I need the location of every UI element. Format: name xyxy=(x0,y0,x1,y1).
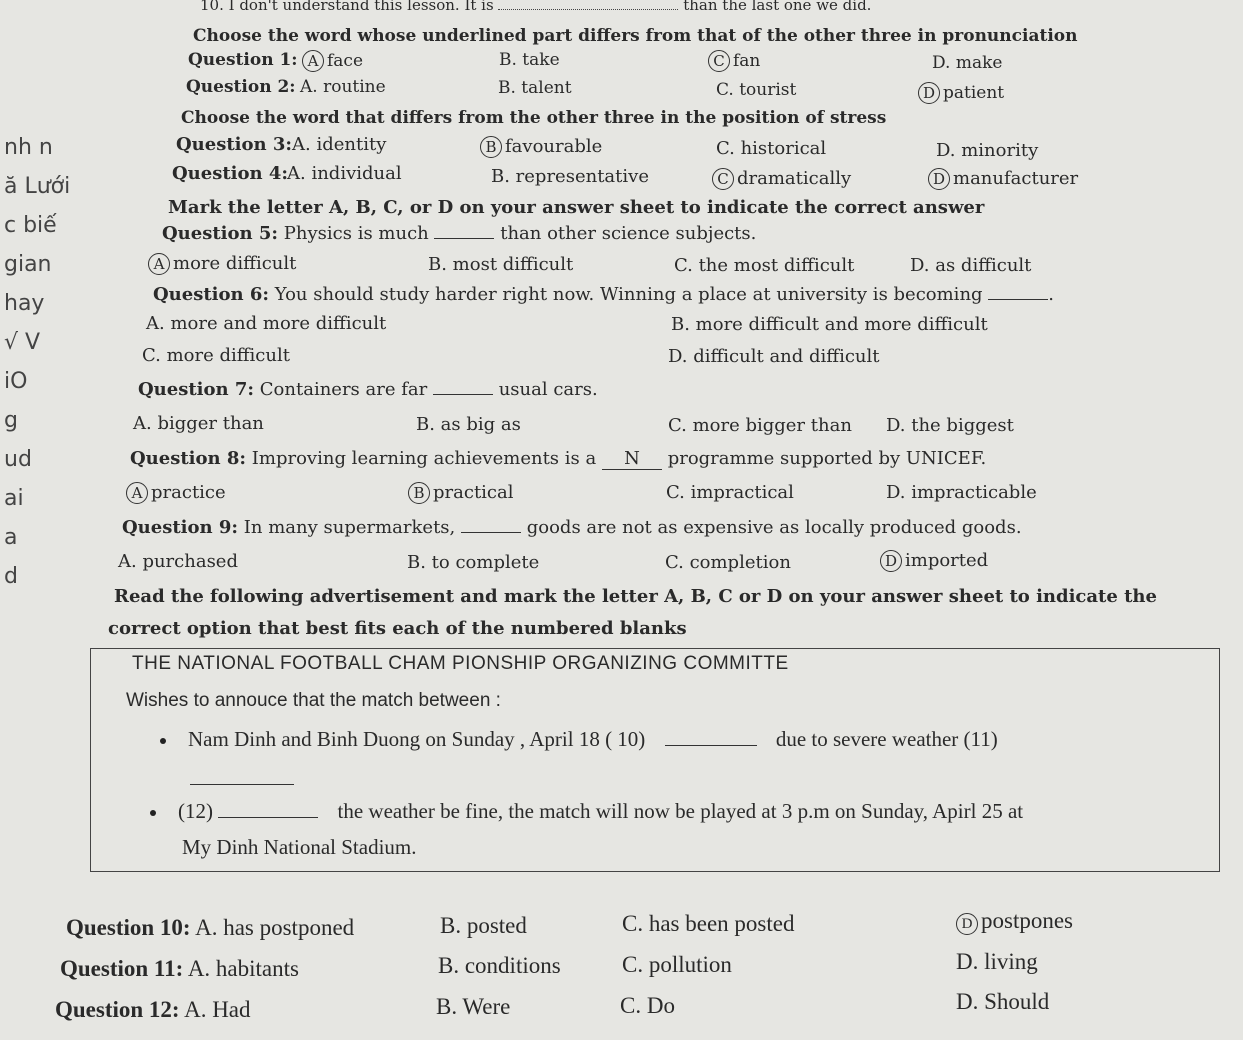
q7-stem-tail: usual cars. xyxy=(498,379,598,400)
q5-a-text: more difficult xyxy=(173,253,297,274)
q8-option-b[interactable] xyxy=(408,482,514,504)
q12-option-a[interactable]: A. Had xyxy=(184,997,251,1022)
answer-circle: D xyxy=(880,550,902,572)
q9-blank[interactable] xyxy=(461,532,521,533)
q5-option-a[interactable] xyxy=(148,253,296,275)
q7-option-b[interactable]: B. as big as xyxy=(416,414,521,435)
q6-stem: Question 6: You should study harder right now. Winning a place at university is becoming . xyxy=(153,284,1055,305)
section-pronunciation-heading: Choose the word whose underlined part differs from that of the other three in pronunciation xyxy=(193,26,1078,46)
q5-label: Question 5: xyxy=(162,223,279,244)
ad-bullet2 xyxy=(150,799,1023,824)
q2-d-text: patient xyxy=(943,83,1005,103)
q11-option-c[interactable]: C. pollution xyxy=(622,952,732,977)
q5-stem-text: Physics is much xyxy=(283,223,429,244)
q12-option-c[interactable]: C. Do xyxy=(620,993,675,1018)
q3-option-b[interactable] xyxy=(480,136,602,158)
q9-option-c[interactable]: C. completion xyxy=(665,552,791,573)
q7-stem xyxy=(138,379,598,400)
answer-circle: B xyxy=(480,136,502,158)
q1-a-text: face xyxy=(327,51,364,71)
answer-circle: A xyxy=(148,253,170,275)
ad-blank-11-line[interactable] xyxy=(190,766,294,785)
q1-option-d[interactable]: D. make xyxy=(932,53,1003,73)
q8-blank[interactable]: N xyxy=(602,448,662,470)
q8-stem xyxy=(130,448,986,470)
q1-option-a[interactable] xyxy=(302,50,363,72)
q6-option-b[interactable]: B. more difficult and more difficult xyxy=(671,314,988,335)
q9-stem-tail: goods are not as expensive as locally produced goods. xyxy=(526,517,1022,538)
q6-option-d[interactable]: D. difficult and difficult xyxy=(668,346,880,367)
q10-option-b[interactable]: B. posted xyxy=(440,913,527,938)
q2-option-c[interactable]: C. tourist xyxy=(716,80,797,100)
q9-d-text: imported xyxy=(905,550,989,571)
q4-d-text: manufacturer xyxy=(953,168,1079,189)
q3-option-d[interactable]: D. minority xyxy=(936,140,1039,161)
answer-circle: C xyxy=(712,168,734,190)
q1-c-text: fan xyxy=(733,51,761,71)
q8-option-d[interactable]: D. impracticable xyxy=(886,482,1037,503)
q5-stem-tail: than other science subjects. xyxy=(500,223,757,244)
q6-label: Question 6: xyxy=(153,284,270,305)
q8-label: Question 8: xyxy=(130,448,247,469)
q12-label: Question 12: xyxy=(55,997,180,1022)
q4-option-a[interactable]: A. individual xyxy=(287,163,402,184)
q9-label: Question 9: xyxy=(122,517,239,538)
q1-option-c[interactable] xyxy=(708,50,760,72)
q2-option-b[interactable]: B. talent xyxy=(498,78,572,98)
q9-stem-text: In many supermarkets, xyxy=(243,517,456,538)
q3-label: Question 3: xyxy=(176,134,293,155)
q5-stem xyxy=(162,223,756,244)
q12-option-b[interactable]: B. Were xyxy=(436,994,511,1019)
q8-a-text: practice xyxy=(151,482,226,503)
q7-stem-text: Containers are far xyxy=(259,379,428,400)
q4-option-c[interactable] xyxy=(712,168,851,190)
answer-circle: D xyxy=(918,82,940,104)
ad-b2-c: My Dinh National Stadium. xyxy=(182,835,417,859)
q7-blank[interactable] xyxy=(433,394,493,395)
q11-option-d[interactable]: D. living xyxy=(956,949,1038,974)
ad-b1-a: Nam Dinh and Binh Duong on Sunday , April 18 ( 10) xyxy=(188,727,646,751)
q8-option-c[interactable]: C. impractical xyxy=(666,482,794,503)
reading-heading-line2: correct option that best fits each of the numbered blanks xyxy=(108,618,687,639)
q10-row xyxy=(66,915,354,941)
q11-option-a[interactable]: A. habitants xyxy=(187,956,299,981)
q3-option-c[interactable]: C. historical xyxy=(716,138,827,159)
q4-c-text: dramatically xyxy=(737,168,852,189)
section-mark-heading: Mark the letter A, B, C, or D on your answer sheet to indicate the correct answer xyxy=(168,197,985,218)
top-line-tail: than the last one we did. xyxy=(683,0,872,14)
margin-handwriting: nh n ă Lưới c biế gian hay √ V iO g ud ai a d xyxy=(4,135,71,589)
ad-bullet1 xyxy=(160,727,998,752)
ad-b1-b: due to severe weather (11) xyxy=(775,727,998,751)
q5-option-d[interactable]: D. as difficult xyxy=(910,255,1032,276)
q11-option-b[interactable]: B. conditions xyxy=(438,953,561,978)
q10-option-d[interactable] xyxy=(956,908,1073,935)
ad-title: THE NATIONAL FOOTBALL CHAM PIONSHIP ORGANIZING COMMITTE xyxy=(132,653,789,674)
answer-circle: D xyxy=(928,168,950,190)
q9-option-d[interactable] xyxy=(880,550,988,572)
q8-b-text: practical xyxy=(433,482,514,503)
top-line xyxy=(200,0,871,14)
q10-label: Question 10: xyxy=(66,915,191,940)
q4-option-d[interactable] xyxy=(928,168,1078,190)
q10-option-a[interactable]: A. has postponed xyxy=(195,915,355,940)
answer-circle: D xyxy=(956,913,978,935)
q8-stem-tail: programme supported by UNICEF. xyxy=(667,448,987,469)
bullet-icon xyxy=(150,810,156,816)
answer-circle: A xyxy=(126,482,148,504)
q7-option-d[interactable]: D. the biggest xyxy=(886,415,1014,436)
q2-label: Question 2: xyxy=(186,77,296,97)
q3-option-a[interactable]: A. identity xyxy=(292,134,387,155)
q5-option-b[interactable]: B. most difficult xyxy=(428,254,574,275)
q6-stem-text: You should study harder right now. Winning a place at university is becoming xyxy=(274,284,983,305)
q9-option-b[interactable]: B. to complete xyxy=(407,552,540,573)
q9-option-a[interactable]: A. purchased xyxy=(118,551,238,572)
reading-heading-line1: Read the following advertisement and mark the letter A, B, C or D on your answer sheet to indicate the xyxy=(114,586,1157,607)
q6-option-a[interactable]: A. more and more difficult xyxy=(146,313,387,334)
q7-label: Question 7: xyxy=(138,379,255,400)
q11-label: Question 11: xyxy=(60,956,184,981)
q8-stem-text: Improving learning achievements is a xyxy=(251,448,597,469)
q12-option-d[interactable]: D. Should xyxy=(956,989,1050,1014)
answer-circle: C xyxy=(708,50,730,72)
q4-option-b[interactable]: B. representative xyxy=(491,166,649,187)
q1-option-b[interactable]: B. take xyxy=(499,50,560,70)
q9-stem xyxy=(122,517,1022,538)
ad-blank-12[interactable] xyxy=(218,817,318,818)
ad-line1: Wishes to annouce that the match between : xyxy=(126,690,501,711)
q7-option-c[interactable]: C. more bigger than xyxy=(668,415,852,436)
answer-circle: A xyxy=(302,50,324,72)
q10-option-c[interactable]: C. has been posted xyxy=(622,911,795,936)
ad-blank-10[interactable] xyxy=(665,745,757,746)
q4-label: Question 4: xyxy=(172,163,289,184)
q5-blank[interactable] xyxy=(434,238,494,239)
answer-circle: B xyxy=(408,482,430,504)
bullet-icon xyxy=(160,738,166,744)
top-line-text: 10. I don't understand this lesson. It is xyxy=(200,0,494,14)
q10-d-text: postpones xyxy=(981,908,1073,933)
section-stress-heading: Choose the word that differs from the other three in the position of stress xyxy=(181,108,887,128)
q7-option-a[interactable]: A. bigger than xyxy=(133,413,264,434)
q12-row xyxy=(55,997,251,1023)
q6-option-c[interactable]: C. more difficult xyxy=(142,345,290,366)
q6-blank[interactable] xyxy=(988,299,1048,300)
q5-option-c[interactable]: C. the most difficult xyxy=(674,255,855,276)
q11-row xyxy=(60,956,299,982)
q2-option-a[interactable]: A. routine xyxy=(300,77,386,97)
q8-option-a[interactable] xyxy=(126,482,226,504)
ad-b2-a: (12) xyxy=(178,799,213,823)
q2-option-d[interactable] xyxy=(918,82,1004,104)
q1-label: Question 1: xyxy=(188,50,298,70)
q3-b-text: favourable xyxy=(505,136,603,157)
ad-b2-b: the weather be fine, the match will now be played at 3 p.m on Sunday, Apirl 25 at xyxy=(337,799,1024,823)
